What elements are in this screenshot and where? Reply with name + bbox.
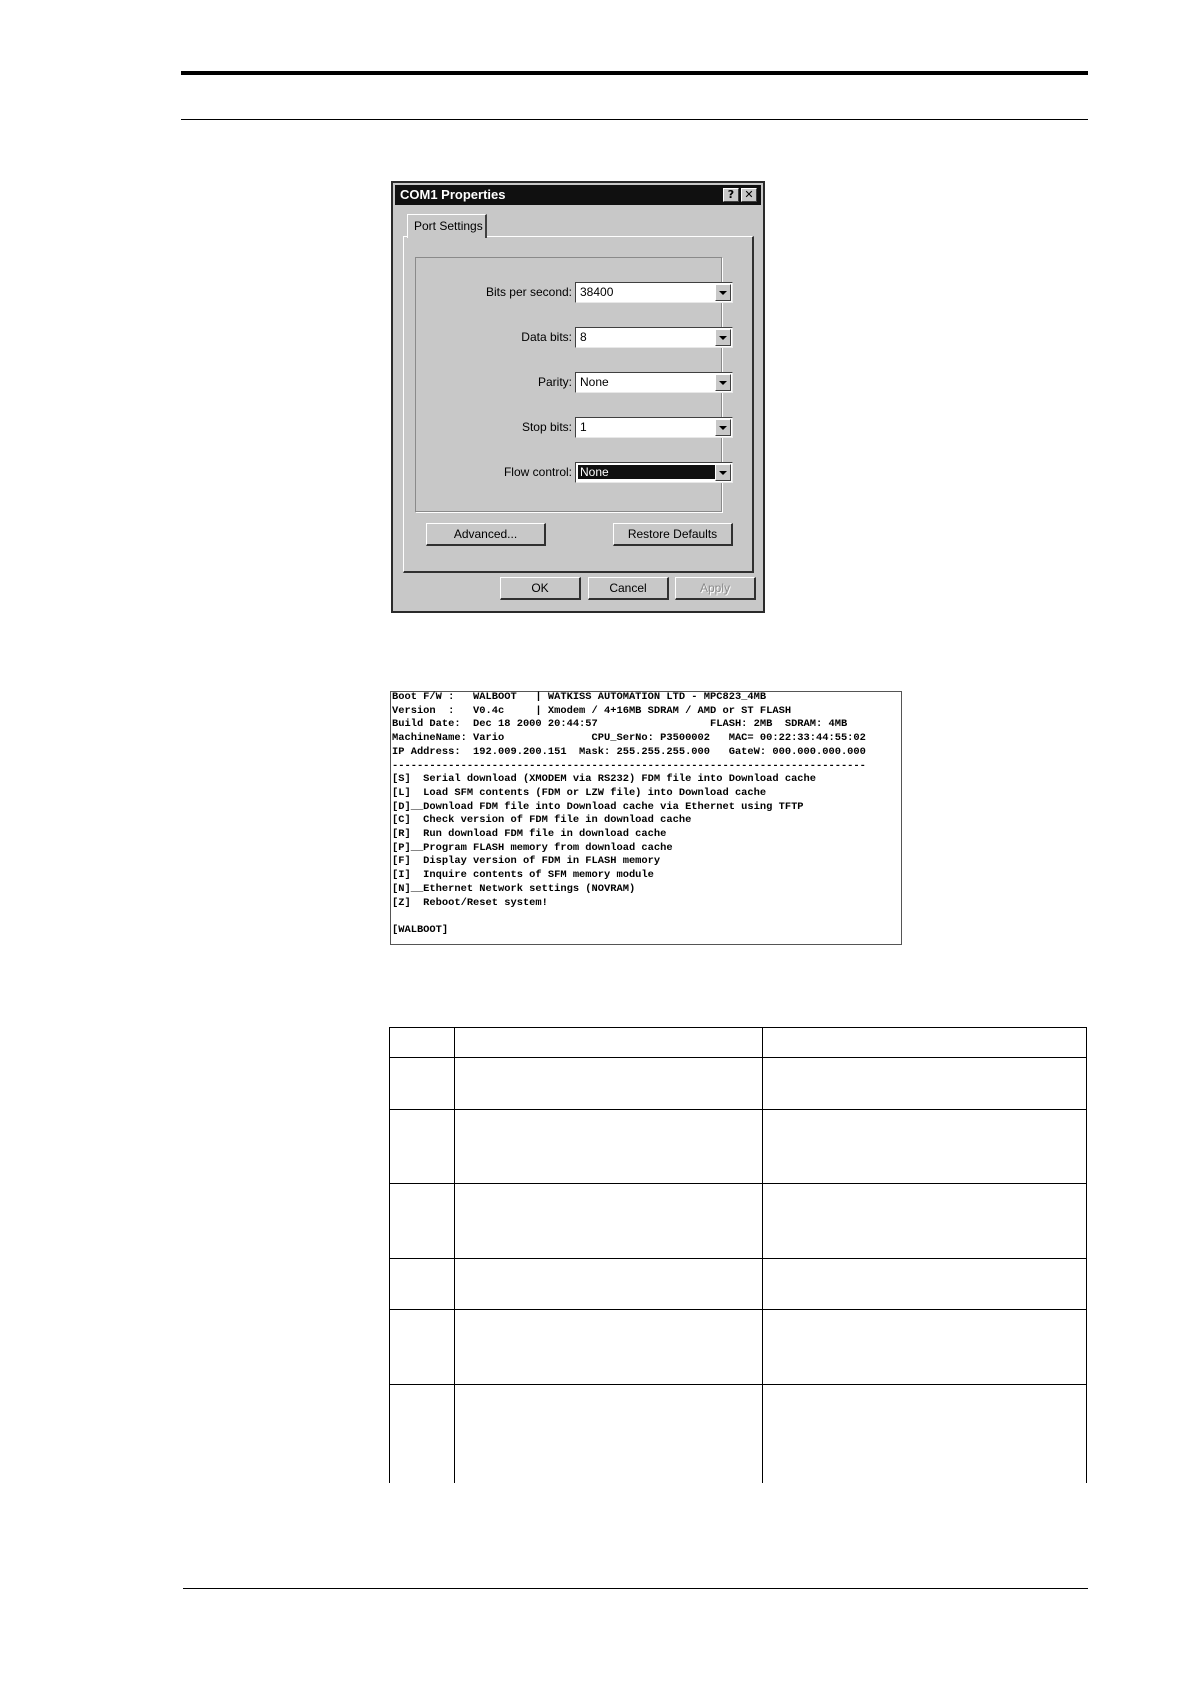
terminal-line: Boot F/W : WALBOOT | WATKISS AUTOMATION LTD - MPC823_4MB bbox=[392, 691, 767, 703]
help-button[interactable] bbox=[723, 188, 739, 202]
table-row-border bbox=[389, 1384, 1087, 1385]
flow-control-label: Flow control: bbox=[503, 465, 572, 479]
table-row-border bbox=[389, 1258, 1087, 1259]
chevron-down-icon[interactable] bbox=[715, 419, 731, 436]
table-row-border bbox=[389, 1309, 1087, 1310]
stop-bits-value: 1 bbox=[580, 420, 587, 434]
table-column-border bbox=[454, 1027, 455, 1483]
dialog-titlebar bbox=[395, 185, 761, 205]
cancel-button[interactable]: Cancel bbox=[588, 577, 669, 600]
terminal-line: Version : V0.4c | Xmodem / 4+16MB SDRAM / AMD or ST FLASH bbox=[392, 704, 792, 717]
terminal-line: [R] Run download FDM file in download cache bbox=[392, 828, 667, 840]
restore-defaults-button[interactable]: Restore Defaults bbox=[613, 523, 733, 546]
bits-per-second-select[interactable] bbox=[575, 282, 733, 303]
data-bits-row bbox=[418, 327, 732, 349]
flow-control-select[interactable] bbox=[575, 462, 733, 483]
header-rule-thin bbox=[181, 119, 1088, 120]
table-column-border bbox=[1086, 1027, 1087, 1483]
data-bits-select[interactable] bbox=[575, 327, 733, 348]
data-bits-value: 8 bbox=[580, 330, 587, 344]
terminal-line: [P]__Program FLASH memory from download cache bbox=[392, 841, 673, 854]
advanced-button[interactable]: Advanced... bbox=[426, 523, 546, 546]
header-rule-thick bbox=[181, 71, 1088, 75]
empty-table bbox=[389, 1027, 1087, 1483]
parity-select[interactable] bbox=[575, 372, 733, 393]
chevron-down-icon[interactable] bbox=[715, 329, 731, 346]
chevron-down-icon[interactable] bbox=[715, 284, 731, 301]
bits-per-second-value: 38400 bbox=[580, 285, 614, 299]
close-icon: ✕ bbox=[744, 188, 754, 201]
table-column-border bbox=[762, 1027, 763, 1483]
terminal-line: [Z] Reboot/Reset system! bbox=[392, 896, 548, 909]
table-column-border bbox=[389, 1027, 390, 1483]
bits-per-second-label: Bits per second: bbox=[485, 285, 572, 299]
close-button[interactable] bbox=[741, 188, 757, 202]
terminal-line: MachineName: Vario CPU_SerNo: P3500002 MAC= 00:22:33:44:55:02 bbox=[392, 732, 866, 745]
table-row-border bbox=[389, 1027, 1087, 1028]
terminal-line: IP Address: 192.009.200.151 Mask: 255.255.255.000 GateW: 000.000.000.000 bbox=[392, 745, 866, 758]
parity-value: None bbox=[580, 375, 609, 389]
stop-bits-row bbox=[418, 417, 732, 439]
table-row-border bbox=[389, 1109, 1087, 1110]
parity-label: Parity: bbox=[537, 375, 572, 389]
terminal-line: [D]__Download FDM file into Download cache via Ethernet using TFTP bbox=[392, 800, 804, 813]
table-row-border bbox=[389, 1183, 1087, 1184]
flow-control-value: None bbox=[578, 465, 715, 479]
footer-rule bbox=[183, 1588, 1088, 1589]
com1-properties-dialog bbox=[391, 181, 765, 613]
stop-bits-select[interactable] bbox=[575, 417, 733, 438]
terminal-line: Build Date: Dec 18 2000 20:44:57 FLASH: 2MB SDRAM: 4MB bbox=[392, 718, 848, 731]
tab-port-settings[interactable] bbox=[407, 214, 487, 238]
parity-row bbox=[418, 372, 732, 394]
chevron-down-icon[interactable] bbox=[715, 464, 731, 481]
terminal-line: [I] Inquire contents of SFM memory module bbox=[392, 869, 654, 882]
terminal-line: [C] Check version of FDM file in download cache bbox=[392, 814, 692, 827]
terminal-separator: ---------------------------------------------------------------------------- bbox=[392, 759, 866, 772]
apply-button[interactable]: Apply bbox=[675, 577, 756, 600]
ok-button[interactable]: OK bbox=[500, 577, 581, 600]
terminal-prompt: [WALBOOT] bbox=[392, 923, 449, 936]
bits-per-second-row bbox=[418, 282, 732, 304]
terminal-line: [N]__Ethernet Network settings (NOVRAM) bbox=[392, 882, 636, 895]
data-bits-label: Data bits: bbox=[521, 330, 572, 344]
stop-bits-label: Stop bits: bbox=[521, 420, 572, 434]
terminal-line: [S] Serial download (XMODEM via RS232) FDM file into Download cache bbox=[392, 773, 817, 786]
boot-terminal bbox=[390, 691, 902, 945]
chevron-down-icon[interactable] bbox=[715, 374, 731, 391]
terminal-line: [L] Load SFM contents (FDM or LZW file) into Download cache bbox=[392, 786, 767, 799]
flow-control-row bbox=[418, 462, 732, 484]
terminal-line: [F] Display version of FDM in FLASH memory bbox=[392, 855, 661, 868]
help-icon: ? bbox=[727, 188, 735, 201]
tab-port-settings-label: Port Settings bbox=[414, 219, 483, 233]
table-row-border bbox=[389, 1057, 1087, 1058]
dialog-title: COM1 Properties bbox=[400, 187, 506, 202]
